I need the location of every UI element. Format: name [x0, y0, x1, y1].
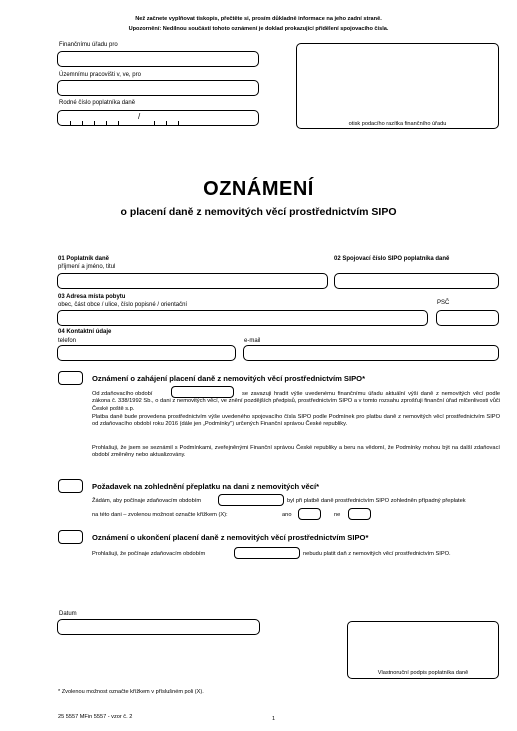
- option-overpayment-text-a: Žádám, aby počínaje zdaňovacím obdobím: [92, 498, 202, 504]
- territorial-office-label: Územnímu pracovišti v, ve, pro: [59, 72, 141, 78]
- date-field[interactable]: [57, 619, 260, 635]
- option-end-text-b: nebudu platit daň z nemovitých věcí prostřednictvím SIPO.: [303, 551, 451, 557]
- birth-number-field[interactable]: [57, 110, 259, 126]
- option-start-paragraph-2: Platba daně bude provedena prostřednictvím výše uvedeného spojovacího čísla SIPO podle Podmínek pro platbu daně z nemovitých věcí prostřednictvím SIPO od zdaňovacího období roku 2016 (dále jen „Podmínky") určených Finanční správou České republiky.: [92, 414, 500, 428]
- phone-label: telefon: [58, 338, 77, 344]
- signature-box[interactable]: [347, 621, 499, 679]
- option-end-checkbox[interactable]: [58, 530, 83, 544]
- signature-label: Vlastnoruční podpis poplatníka daně: [377, 670, 469, 676]
- page-number: 1: [272, 716, 276, 722]
- option-end-title: Oznámení o ukončení placení daně z nemovitých věcí prostřednictvím SIPO*: [92, 533, 369, 542]
- date-label: Datum: [59, 611, 77, 617]
- birth-number-separator: /: [138, 112, 141, 121]
- end-period-field[interactable]: [234, 547, 300, 559]
- section-01-label: 01 Poplatník daně: [58, 256, 110, 262]
- option-start-title: Oznámení o zahájení placení daně z nemovitých věcí prostřednictvím SIPO*: [92, 374, 366, 383]
- sipo-number-field[interactable]: [334, 273, 499, 289]
- section-03-sublabel: obec, část obce / ulice, číslo popisné / orientační: [58, 302, 188, 308]
- psc-label: PSČ: [437, 300, 450, 306]
- taxpayer-name-field[interactable]: [57, 273, 328, 289]
- option-end-text-a: Prohlašuji, že počínaje zdaňovacím obdobím: [92, 551, 206, 557]
- section-01-sublabel: příjmení a jméno, titul: [58, 264, 116, 270]
- option-overpayment-title: Požadavek na zohlednění přeplatku na dani z nemovitých věcí*: [92, 482, 320, 491]
- yes-label: ano: [282, 512, 292, 518]
- email-label: e-mail: [244, 338, 261, 344]
- option-start-checkbox[interactable]: [58, 371, 83, 385]
- notice-line-2: Upozornění: Nedílnou součástí tohoto oznámení je doklad prokazující přidělení spojovacího čísla.: [128, 26, 389, 32]
- section-04-label: 04 Kontaktní údaje: [58, 329, 112, 335]
- psc-field[interactable]: [436, 310, 499, 326]
- address-field[interactable]: [57, 310, 428, 326]
- option-overpayment-text-b: byl při platbě daně prostřednictvím SIPO zohledněn případný přeplatek: [287, 498, 466, 504]
- territorial-office-field[interactable]: [57, 80, 259, 96]
- notice-line-1: Než začnete vyplňovat tiskopis, přečtěte si, prosím důkladně informace na jeho zadní straně.: [135, 16, 382, 22]
- email-field[interactable]: [243, 345, 499, 361]
- birth-number-label: Rodné číslo poplatníka daně: [59, 100, 136, 106]
- option-start-paragraph-1: se zavazuji hradit výše uvedenému finančnímu úřadu aktuální výši daně z nemovitých věcí podle zákona č. 338/1992 Sb., o dani z nemovitých věcí, ve znění pozdějších předpisů, prostřednictvím SIPO a v tomto rozsahu zprošťuji finanční úřad mlčenlivosti vůči České poště s.p.: [92, 391, 500, 412]
- tax-office-field[interactable]: [57, 51, 259, 67]
- tax-office-label: Finančnímu úřadu pro: [59, 42, 118, 48]
- option-overpayment-checkbox[interactable]: [58, 479, 83, 493]
- no-label: ne: [334, 512, 341, 518]
- stamp-box: [296, 43, 499, 129]
- option-start-period-label: Od zdaňovacího období: [92, 391, 153, 397]
- stamp-label: otisk podacího razítka finančního úřadu: [348, 121, 447, 127]
- no-checkbox[interactable]: [348, 508, 371, 520]
- page-title: OZNÁMENÍ: [203, 178, 314, 200]
- yes-checkbox[interactable]: [298, 508, 321, 520]
- option-start-paragraph-3: Prohlašuji, že jsem se seznámil s Podmínkami, zveřejněnými Finanční správou České republiky a beru na vědomí, že Podmínky mohou být na další zdaňovací období změněny nebo aktualizovány.: [92, 445, 500, 459]
- form-code: 25 5557 MFin 5557 - vzor č. 2: [58, 714, 133, 720]
- overpayment-period-field[interactable]: [218, 494, 284, 506]
- phone-field[interactable]: [57, 345, 236, 361]
- section-02-label: 02 Spojovací číslo SIPO poplatníka daně: [334, 256, 450, 262]
- option-overpayment-text-c: na této dani – zvolenou možnost označte křížkem (X):: [92, 512, 228, 518]
- footnote: * Zvolenou možnost označte křížkem v příslušném poli (X).: [58, 689, 204, 695]
- page-subtitle: o placení daně z nemovitých věcí prostřednictvím SIPO: [120, 206, 397, 218]
- section-03-label: 03 Adresa místa pobytu: [58, 294, 126, 300]
